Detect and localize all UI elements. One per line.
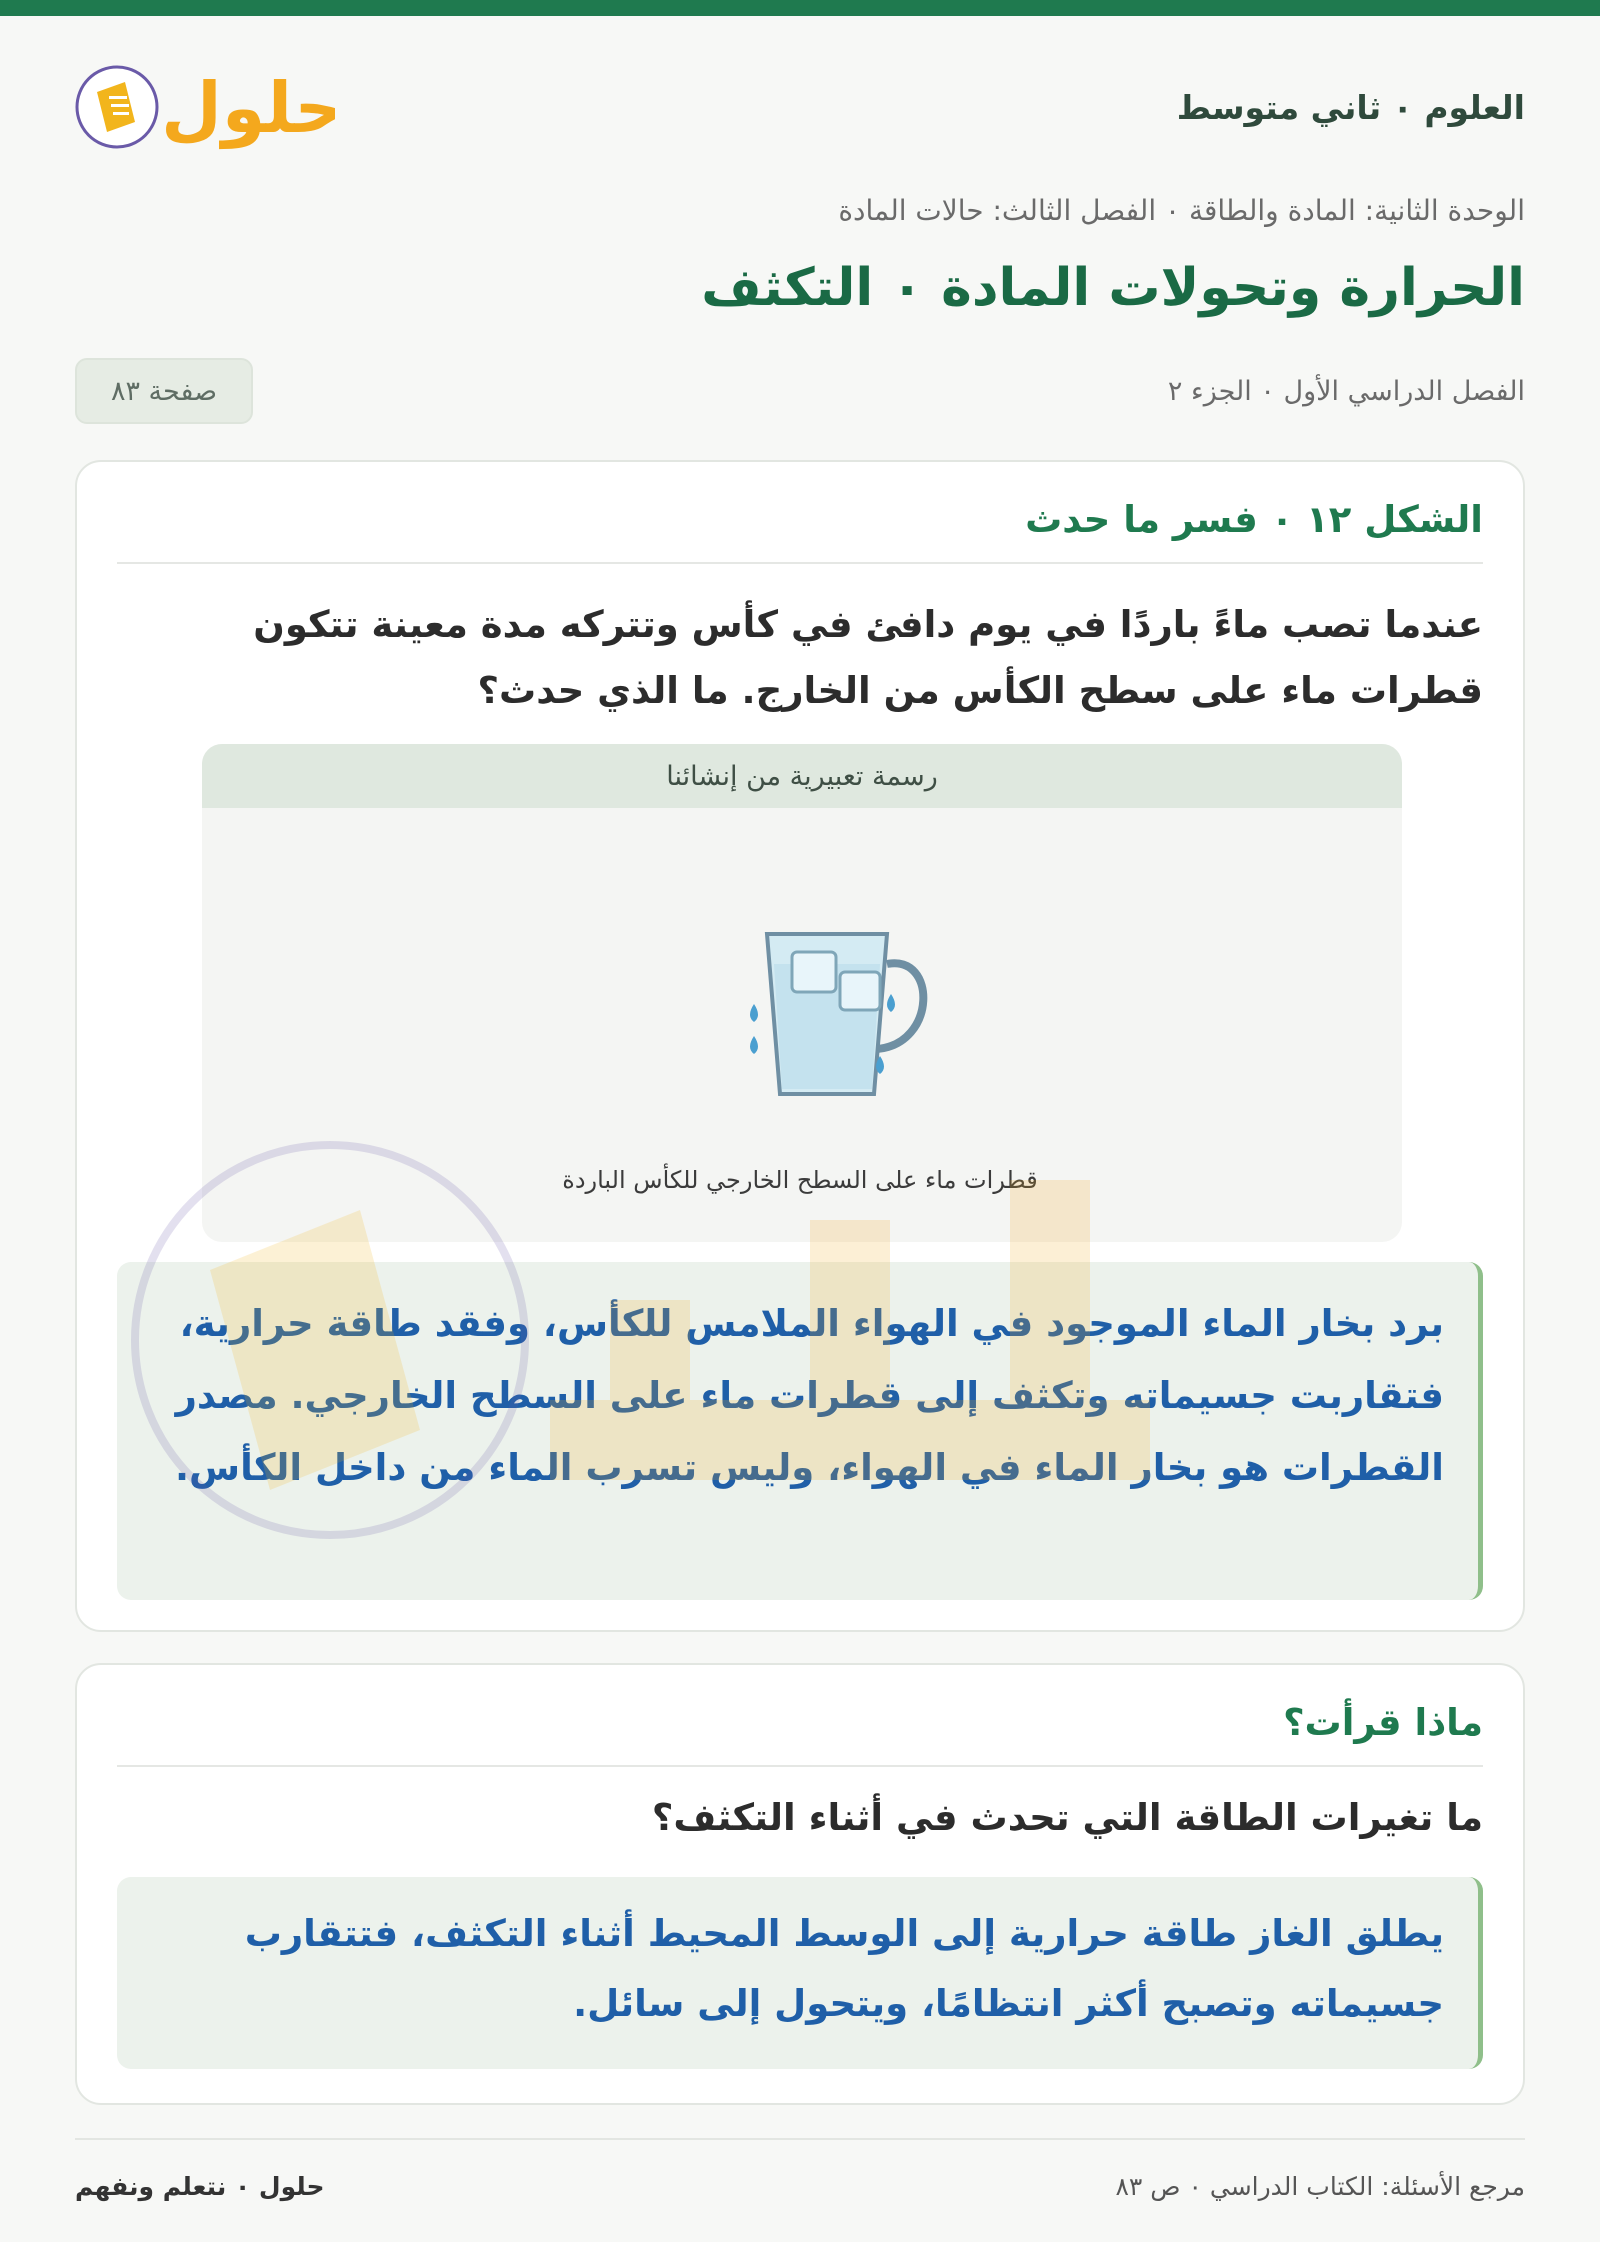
page-number-badge: صفحة ٨٣ [75, 358, 253, 424]
question-text: ما تغيرات الطاقة التي تحدث في أثناء التكثف؟ [651, 1796, 1483, 1839]
semester-label: الفصل الدراسي الأول ٠ الجزء ٢ [1167, 376, 1525, 407]
breadcrumb: الوحدة الثانية: المادة والطاقة ٠ الفصل الثالث: حالات المادة [838, 194, 1525, 227]
figure-caption: قطرات ماء على السطح الخارجي للكأس الباردة [562, 1166, 1038, 1194]
logo-wordmark: حلول [161, 67, 335, 149]
question-text: عندما تصب ماءً باردًا في يوم دافئ في كأس وتتركه مدة معينة تتكون قطرات ماء على سطح الكأس من الخارج. ما الذي حدث؟ [253, 603, 1483, 712]
question-card-figure [75, 460, 1525, 1632]
site-logo[interactable] [75, 52, 335, 162]
footer-reference: مرجع الأسئلة: الكتاب الدراسي ٠ ص ٨٣ [1115, 2172, 1525, 2201]
answer-box: برد بخار الماء الموجود في الهواء الملامس للكأس، وفقد طاقة حرارية، فتقاربت جسيماته وتكثف إلى قطرات ماء على السطح الخارجي. مصدر القطرات هو بخار الماء في الهواء، وليس تسرب الماء من داخل الكأس. [117, 1262, 1483, 1600]
logo-icon [75, 52, 335, 162]
footer-divider [75, 2138, 1525, 2140]
answer-box: يطلق الغاز طاقة حرارية إلى الوسط المحيط أثناء التكثف، فتتقارب جسيماته وتصبح أكثر انتظامًا، ويتحول إلى سائل. [117, 1877, 1483, 2069]
cold-glass-icon [702, 924, 962, 1114]
page-title: الحرارة وتحولات المادة ٠ التكثف [701, 258, 1525, 318]
figure-banner: رسمة تعبيرية من إنشائنا [202, 744, 1402, 808]
footer-brand: حلول ٠ نتعلم ونفهم [75, 2172, 325, 2201]
top-accent-bar [0, 0, 1600, 16]
page-header [75, 52, 1525, 182]
card-heading: ماذا قرأت؟ [117, 1701, 1483, 1767]
question-card-reading-check [75, 1663, 1525, 2105]
card-heading: الشكل ١٢ ٠ فسر ما حدث [117, 498, 1483, 564]
subject-label: العلوم ٠ ثاني متوسط [1176, 88, 1525, 127]
